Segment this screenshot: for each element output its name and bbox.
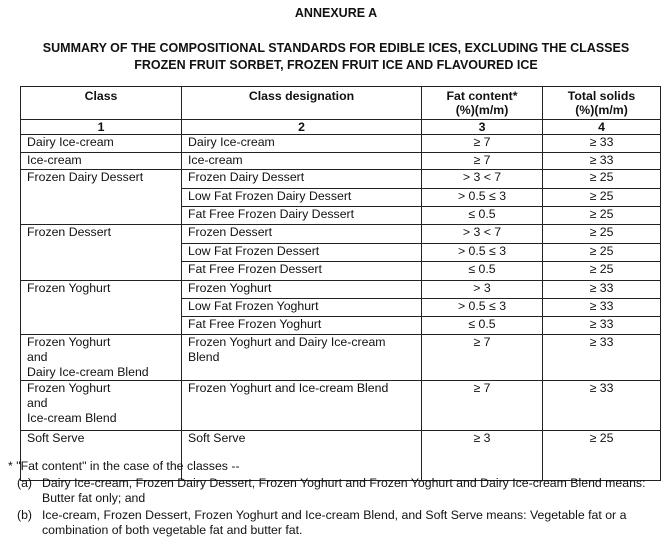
fat-content-cell: ≥ 7 bbox=[422, 135, 543, 153]
total-solids-cell: ≥ 33 bbox=[543, 135, 661, 153]
table-row bbox=[21, 153, 661, 170]
total-solids-cell: ≥ 25 bbox=[543, 431, 661, 481]
total-solids-cell: ≥ 25 bbox=[543, 262, 661, 281]
class-cell: Frozen Yoghurt and Ice-cream Blend bbox=[21, 381, 182, 431]
fat-content-cell: > 0.5 ≤ 3 bbox=[422, 244, 543, 262]
footnote-item bbox=[8, 476, 668, 507]
table-row bbox=[21, 225, 661, 244]
footnote-item-label: (a) bbox=[16, 475, 32, 490]
annexure-title: ANNEXURE A bbox=[294, 6, 378, 20]
footnote-item-text: Ice-cream, Frozen Dessert, Frozen Yoghurt and Ice-cream Blend, and Soft Serve means: Vegetable fat or a combination of both vegetable fat and butter fat. bbox=[42, 507, 627, 537]
footnote-item bbox=[8, 508, 668, 539]
table-title-line-2: FROZEN FRUIT SORBET, FROZEN FRUIT ICE AND FLAVOURED ICE bbox=[134, 58, 538, 72]
column-number: 2 bbox=[182, 120, 422, 135]
fat-content-cell: ≤ 0.5 bbox=[422, 317, 543, 335]
table-title-line-1: SUMMARY OF THE COMPOSITIONAL STANDARDS FOR EDIBLE ICES, EXCLUDING THE CLASSES bbox=[42, 41, 630, 55]
total-solids-cell: ≥ 33 bbox=[543, 317, 661, 335]
table-body bbox=[21, 135, 661, 481]
footnote-intro: * "Fat content" in the case of the classes -- bbox=[8, 459, 240, 473]
column-number: 4 bbox=[543, 120, 661, 135]
table-row bbox=[21, 135, 661, 153]
total-solids-cell: ≥ 25 bbox=[543, 207, 661, 225]
total-solids-cell: ≥ 25 bbox=[543, 189, 661, 207]
table-title bbox=[0, 40, 672, 74]
total-solids-cell: ≥ 25 bbox=[543, 170, 661, 189]
table-row bbox=[21, 281, 661, 299]
fat-content-cell: ≥ 7 bbox=[422, 381, 543, 431]
header-fat-content: Fat content* (%)(m/m) bbox=[422, 87, 543, 120]
column-number: 3 bbox=[422, 120, 543, 135]
footnotes bbox=[8, 459, 668, 539]
designation-cell: Fat Free Frozen Yoghurt bbox=[182, 317, 422, 335]
total-solids-cell: ≥ 33 bbox=[543, 281, 661, 299]
column-number: 1 bbox=[21, 120, 182, 135]
column-number-row bbox=[21, 120, 661, 135]
header-class: Class bbox=[21, 87, 182, 120]
class-cell: Soft Serve bbox=[21, 431, 182, 481]
footnote-item-text: Dairy Ice-cream, Frozen Dairy Dessert, Frozen Yoghurt and Frozen Yoghurt and Dairy Ice-cream Blend means: Butter fat only; and bbox=[42, 475, 646, 505]
table-row bbox=[21, 381, 661, 431]
total-solids-cell: ≥ 33 bbox=[543, 299, 661, 317]
designation-cell: Low Fat Frozen Yoghurt bbox=[182, 299, 422, 317]
header-total-solids: Total solids (%)(m/m) bbox=[543, 87, 661, 120]
fat-content-cell: > 3 < 7 bbox=[422, 225, 543, 244]
table-row bbox=[21, 170, 661, 189]
designation-cell: Low Fat Frozen Dairy Dessert bbox=[182, 189, 422, 207]
class-cell: Frozen Yoghurt bbox=[21, 281, 182, 335]
fat-content-cell: ≥ 3 bbox=[422, 431, 543, 481]
designation-cell: Frozen Dessert bbox=[182, 225, 422, 244]
designation-cell: Fat Free Frozen Dairy Dessert bbox=[182, 207, 422, 225]
total-solids-cell: ≥ 33 bbox=[543, 381, 661, 431]
fat-content-cell: ≥ 7 bbox=[422, 335, 543, 381]
designation-cell: Frozen Dairy Dessert bbox=[182, 170, 422, 189]
designation-cell: Ice-cream bbox=[182, 153, 422, 170]
fat-content-cell: ≥ 7 bbox=[422, 153, 543, 170]
total-solids-cell: ≥ 25 bbox=[543, 225, 661, 244]
table-row bbox=[21, 335, 661, 381]
class-cell: Frozen Yoghurt and Dairy Ice-cream Blend bbox=[21, 335, 182, 381]
fat-content-cell: ≤ 0.5 bbox=[422, 262, 543, 281]
designation-cell: Low Fat Frozen Dessert bbox=[182, 244, 422, 262]
fat-content-cell: > 0.5 ≤ 3 bbox=[422, 189, 543, 207]
designation-cell: Frozen Yoghurt and Dairy Ice-cream Blend bbox=[182, 335, 422, 381]
class-cell: Frozen Dairy Dessert bbox=[21, 170, 182, 225]
fat-content-cell: > 3 < 7 bbox=[422, 170, 543, 189]
designation-cell: Frozen Yoghurt and Ice-cream Blend bbox=[182, 381, 422, 431]
fat-content-cell: > 0.5 ≤ 3 bbox=[422, 299, 543, 317]
total-solids-cell: ≥ 33 bbox=[543, 153, 661, 170]
total-solids-cell: ≥ 33 bbox=[543, 335, 661, 381]
designation-cell: Soft Serve bbox=[182, 431, 422, 481]
header-designation: Class designation bbox=[182, 87, 422, 120]
footnote-item-label: (b) bbox=[16, 507, 32, 522]
designation-cell: Fat Free Frozen Dessert bbox=[182, 262, 422, 281]
class-cell: Frozen Dessert bbox=[21, 225, 182, 281]
designation-cell: Frozen Yoghurt bbox=[182, 281, 422, 299]
class-cell: Ice-cream bbox=[21, 153, 182, 170]
class-cell: Dairy Ice-cream bbox=[21, 135, 182, 153]
fat-content-cell: > 3 bbox=[422, 281, 543, 299]
total-solids-cell: ≥ 25 bbox=[543, 244, 661, 262]
standards-table bbox=[20, 86, 661, 481]
fat-content-cell: ≤ 0.5 bbox=[422, 207, 543, 225]
header-row bbox=[21, 87, 661, 120]
designation-cell: Dairy Ice-cream bbox=[182, 135, 422, 153]
